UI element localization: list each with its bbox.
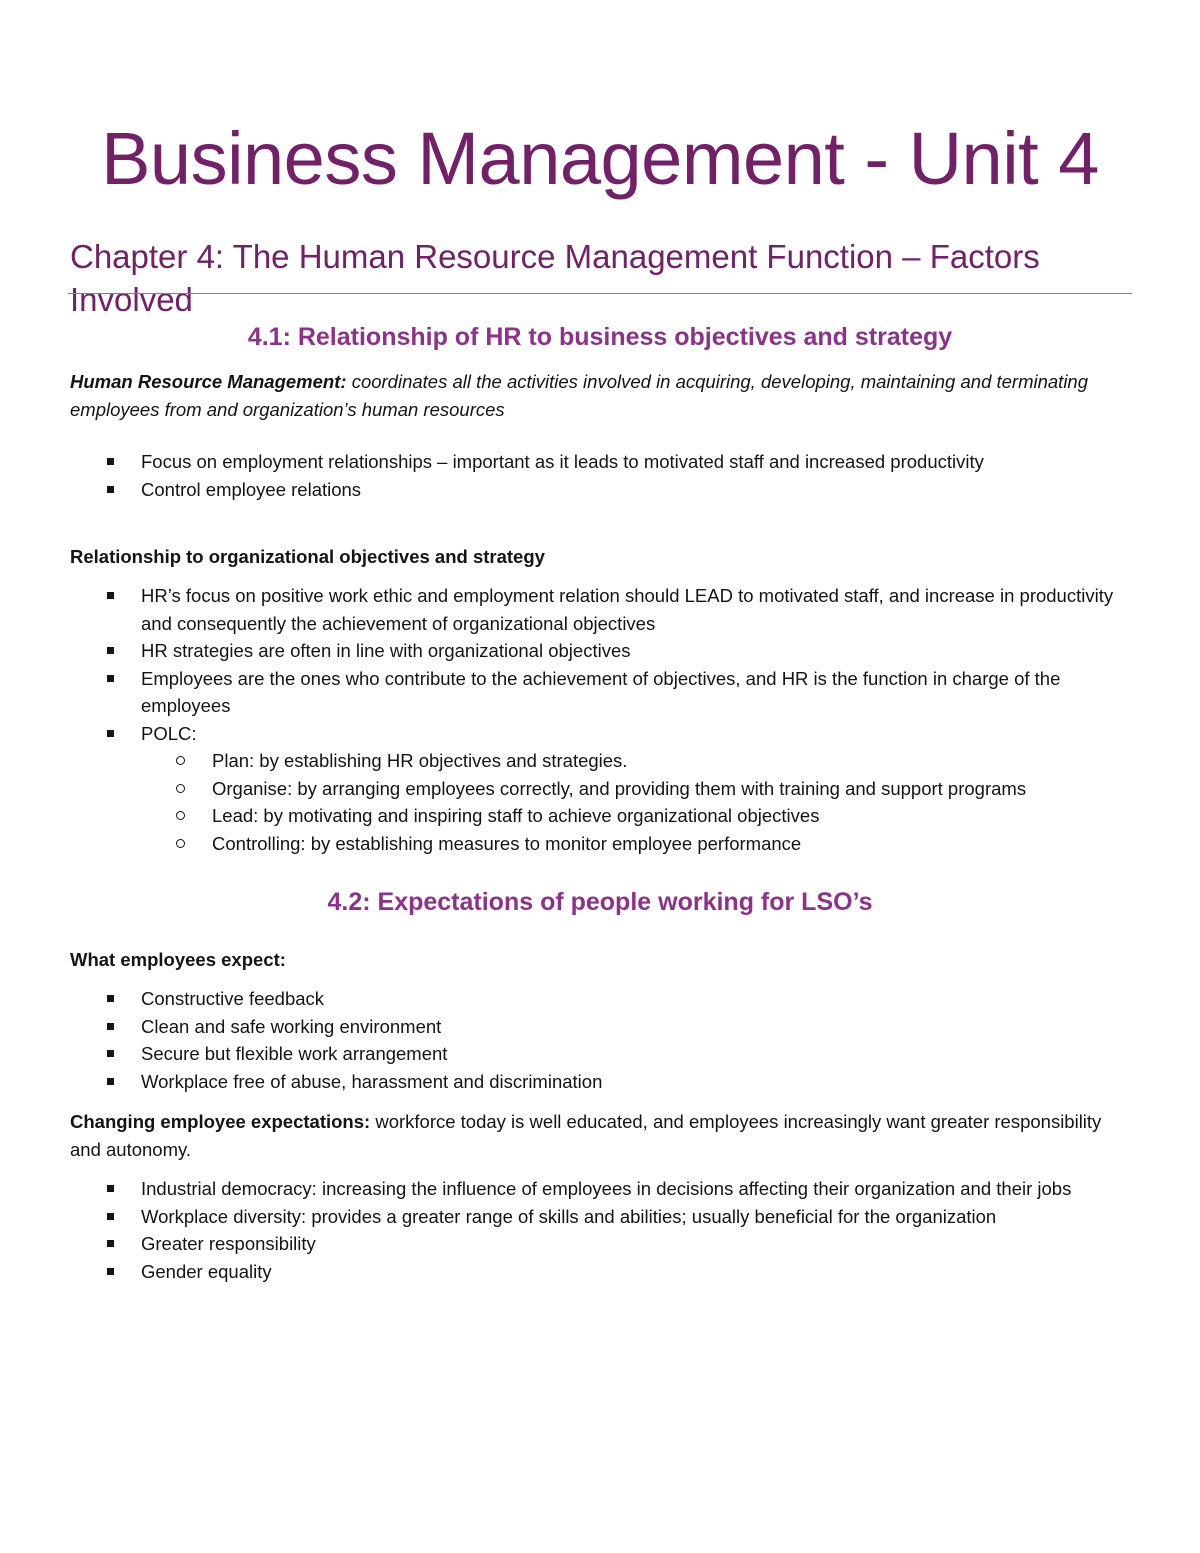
hrm-bullet-list — [0, 448, 1200, 503]
section-heading-4-2: 4.2: Expectations of people working for LSO’s — [327, 888, 873, 916]
list-item: Secure but flexible work arrangement — [0, 1040, 1200, 1068]
changing-expectations-paragraph — [70, 1108, 1130, 1163]
circle-bullet-icon — [176, 811, 185, 820]
list-item: Clean and safe working environment — [0, 1013, 1200, 1041]
polc-item: Organise: by arranging employees correctly, and providing them with training and support programs — [0, 775, 1200, 803]
list-item: Control employee relations — [0, 476, 1200, 504]
square-bullet-icon — [107, 675, 114, 682]
changing-bullet-list — [0, 1175, 1200, 1285]
square-bullet-icon — [107, 730, 114, 737]
list-item: Greater responsibility — [0, 1230, 1200, 1258]
hrm-definition: coordinates all the activities involved in acquiring, developing, maintaining and terminating employees from and organization’s human resources — [70, 371, 1089, 420]
relationship-subheading: Relationship to organizational objectives and strategy — [70, 546, 545, 567]
list-item: Gender equality — [0, 1258, 1200, 1286]
list-item: HR’s focus on positive work ethic and employment relation should LEAD to motivated staff, and increase in productivity and consequently the achievement of organizational objectives — [0, 582, 1200, 637]
square-bullet-icon — [107, 1185, 114, 1192]
square-bullet-icon — [107, 1240, 114, 1247]
expectations-subheading: What employees expect: — [70, 949, 286, 970]
square-bullet-icon — [107, 458, 114, 465]
square-bullet-icon — [107, 1023, 114, 1030]
section-heading-4-1: 4.1: Relationship of HR to business objectives and strategy — [247, 323, 953, 351]
polc-item: Plan: by establishing HR objectives and strategies. — [0, 747, 1200, 775]
list-item: HR strategies are often in line with organizational objectives — [0, 637, 1200, 665]
list-item: Focus on employment relationships – important as it leads to motivated staff and increased productivity — [0, 448, 1200, 476]
document-title: Business Management - Unit 4 — [101, 116, 1099, 200]
list-item: Workplace free of abuse, harassment and discrimination — [0, 1068, 1200, 1096]
square-bullet-icon — [107, 1268, 114, 1275]
expectations-bullet-list — [0, 985, 1200, 1095]
square-bullet-icon — [107, 995, 114, 1002]
square-bullet-icon — [107, 647, 114, 654]
changing-term: Changing employee expectations: — [70, 1111, 371, 1132]
list-item: Industrial democracy: increasing the influence of employees in decisions affecting their organization and their jobs — [0, 1175, 1200, 1203]
square-bullet-icon — [107, 486, 114, 493]
square-bullet-icon — [107, 592, 114, 599]
circle-bullet-icon — [176, 784, 185, 793]
polc-item: Lead: by motivating and inspiring staff to achieve organizational objectives — [0, 802, 1200, 830]
hrm-definition-paragraph — [70, 368, 1130, 423]
changing-text: workforce today is well educated, and employees increasingly want greater responsibility and autonomy. — [70, 1111, 1102, 1160]
list-item: Workplace diversity: provides a greater range of skills and abilities; usually beneficial for the organization — [0, 1203, 1200, 1231]
circle-bullet-icon — [176, 756, 185, 765]
chapter-heading: Chapter 4: The Human Resource Management Function – Factors Involved — [70, 238, 1040, 319]
square-bullet-icon — [107, 1213, 114, 1220]
list-item: POLC: — [0, 720, 1200, 748]
list-item: Employees are the ones who contribute to the achievement of objectives, and HR is the function in charge of the employees — [0, 665, 1200, 720]
square-bullet-icon — [107, 1078, 114, 1085]
hrm-term: Human Resource Management: — [70, 371, 347, 392]
relationship-bullet-list — [0, 582, 1200, 857]
list-item: Constructive feedback — [0, 985, 1200, 1013]
circle-bullet-icon — [176, 839, 185, 848]
polc-item: Controlling: by establishing measures to monitor employee performance — [0, 830, 1200, 858]
square-bullet-icon — [107, 1050, 114, 1057]
chapter-divider — [68, 293, 1132, 294]
